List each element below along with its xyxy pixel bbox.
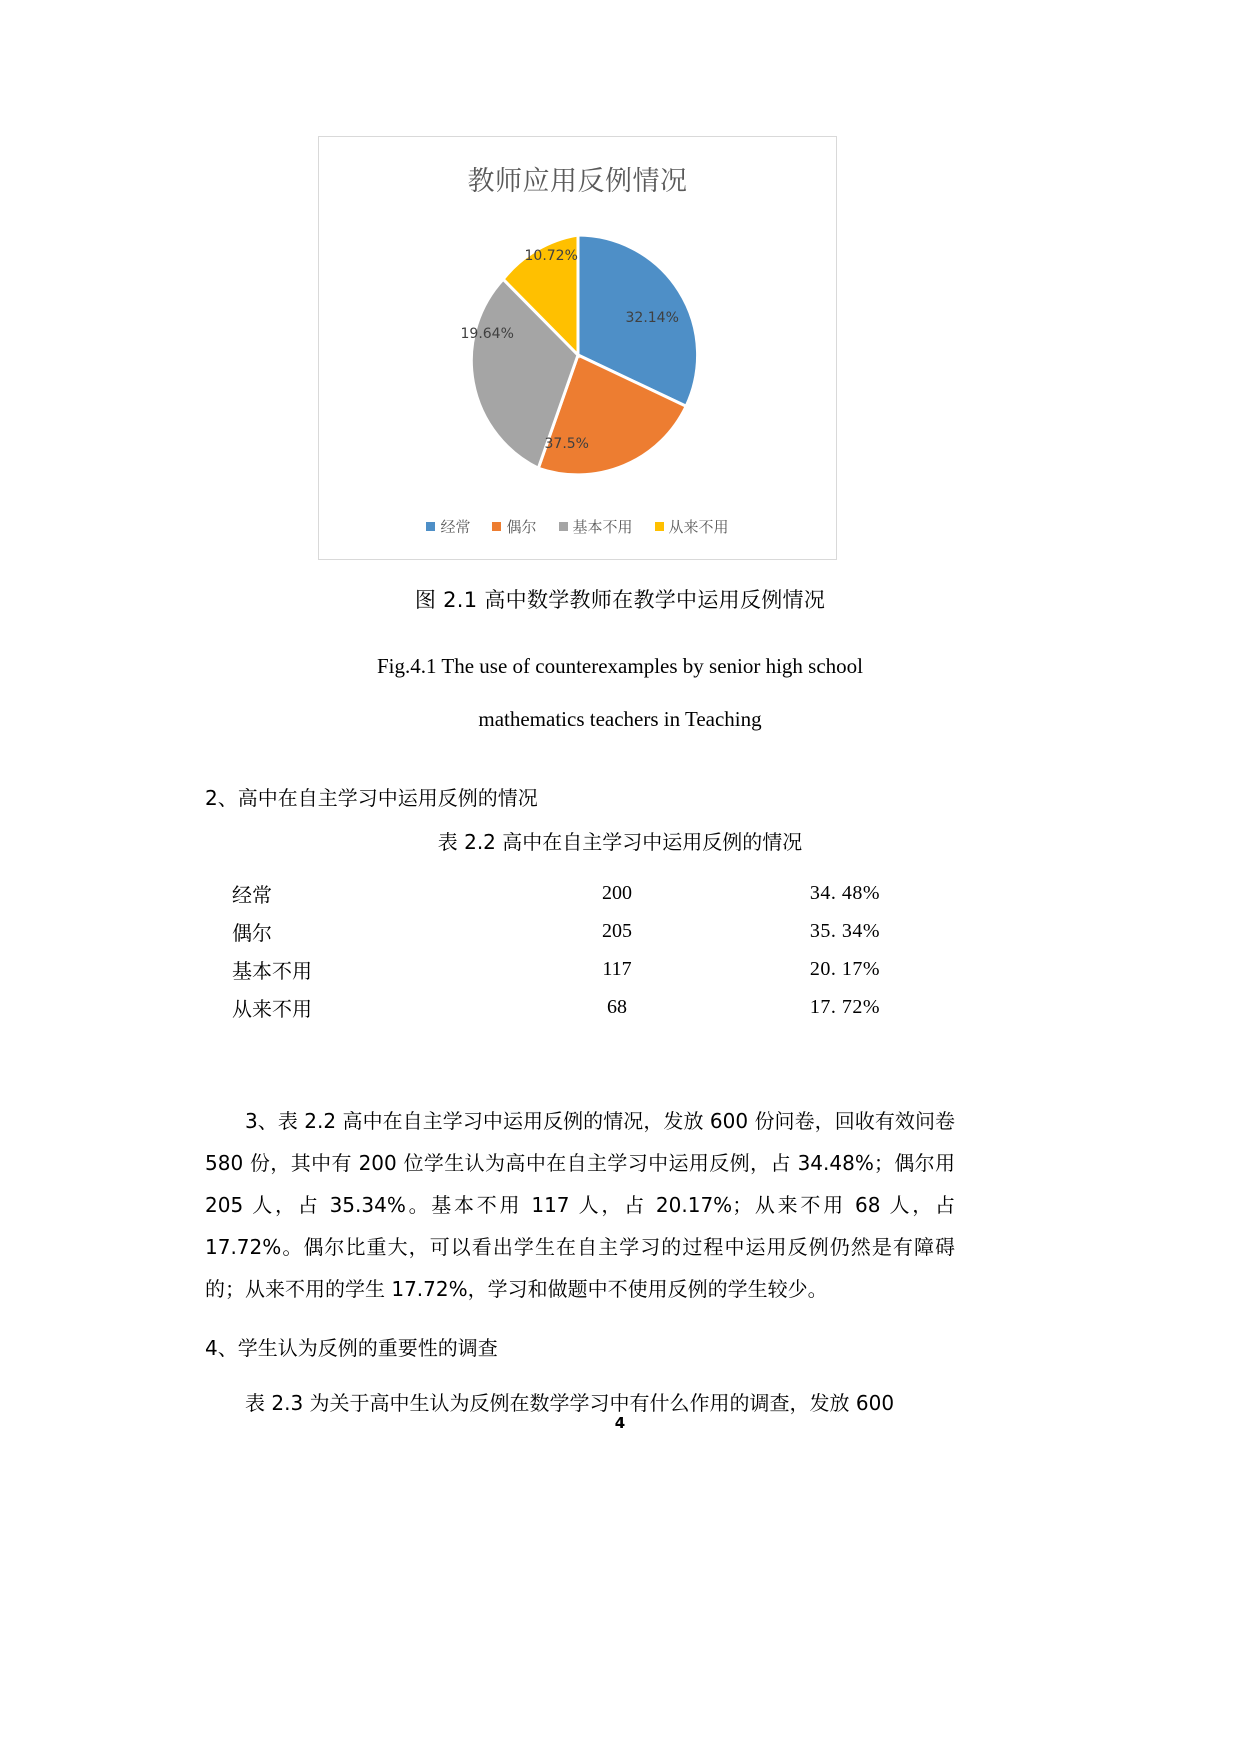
figure-caption-english-line1: Fig.4.1 The use of counterexamples by senior high school — [376, 654, 864, 678]
legend-label-jingchang: 经常 — [440, 518, 471, 536]
table-cell-percent: 34. 48% — [809, 881, 880, 904]
legend-label-ouer: 偶尔 — [506, 518, 537, 536]
pie-chart-figure — [318, 136, 837, 560]
table-row — [232, 950, 880, 988]
legend-item-jingchang — [426, 516, 470, 537]
paragraph-3-text: 3、表 2.2 高中在自主学习中运用反例的情况，发放 600 份问卷，回收有效问卷 580 份，其中有 200 位学生认为高中在自主学习中运用反例，占 34.48%；偶尔用 205 人，占 35.34%。基本不用 117 人，占 20.17%；从来不用 68 人，占 17.72%。偶尔比重大，可以看出学生在自主学习的过程中运用反例仍然是有障碍的；从来不用的学生 17.72%，学习和做题中不使用反例的学生较少。 — [205, 1109, 955, 1301]
table-cell-count: 205 — [602, 919, 632, 942]
legend-label-conglaibuyong: 从来不用 — [668, 518, 729, 536]
table-2-2-title: 表 2.2 高中在自主学习中运用反例的情况 — [437, 830, 803, 854]
section-heading-2: 2、高中在自主学习中运用反例的情况 — [205, 786, 538, 810]
chart-title: 教师应用反例情况 — [467, 166, 688, 197]
table-cell-count: 200 — [602, 881, 632, 904]
table-cell-label: 经常 — [232, 882, 272, 907]
table-cell-label: 从来不用 — [232, 996, 312, 1021]
pie-label-jingchang: 32.14% — [625, 310, 679, 326]
legend-swatch-icon-orange — [492, 522, 501, 531]
table-cell-percent: 20. 17% — [809, 957, 880, 980]
table-row — [232, 988, 880, 1026]
legend-label-jibenbuyong: 基本不用 — [572, 518, 633, 536]
table-row — [232, 874, 880, 912]
table-cell-count: 68 — [607, 995, 627, 1018]
figure-caption-chinese: 图 2.1 高中数学教师在教学中运用反例情况 — [414, 588, 826, 612]
table-2-3-intro-text: 表 2.3 为关于高中生认为反例在数学学习中有什么作用的调查，发放 600 — [245, 1391, 895, 1415]
legend-swatch-icon-blue — [426, 522, 435, 531]
table-cell-label: 偶尔 — [232, 920, 272, 945]
chart-legend — [319, 516, 836, 537]
page-number: 4 — [614, 1414, 626, 1432]
legend-swatch-icon-yellow — [655, 522, 664, 531]
legend-item-jibenbuyong — [559, 516, 633, 537]
pie-label-conglaibuyong: 10.72% — [524, 248, 578, 264]
table-cell-count: 117 — [602, 957, 632, 980]
figure-caption-english-line2: mathematics teachers in Teaching — [478, 707, 762, 731]
paragraph-3-container — [205, 1100, 955, 1310]
pie-chart-graphic — [453, 230, 703, 480]
legend-item-conglaibuyong — [655, 516, 729, 537]
section-heading-4: 4、学生认为反例的重要性的调查 — [205, 1336, 498, 1360]
pie-label-ouer: 37.5% — [544, 436, 589, 452]
pie-label-jibenbuyong: 19.64% — [460, 326, 514, 342]
table-cell-percent: 35. 34% — [809, 919, 880, 942]
table-2-2 — [232, 874, 880, 1026]
legend-swatch-icon-gray — [559, 522, 568, 531]
legend-item-ouer — [492, 516, 536, 537]
table-cell-label: 基本不用 — [232, 958, 312, 983]
table-cell-percent: 17. 72% — [809, 995, 880, 1018]
table-row — [232, 912, 880, 950]
